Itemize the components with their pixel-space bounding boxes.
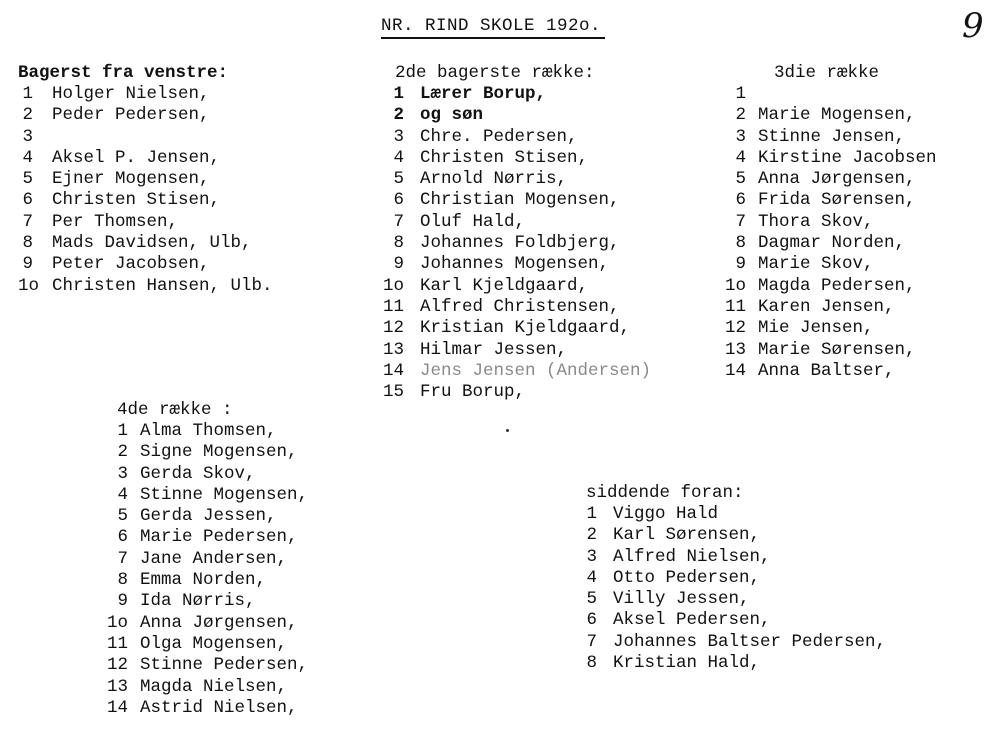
- entry-number: 11: [724, 296, 746, 317]
- entry-name: Alma Thomsen,: [140, 421, 277, 441]
- row-list-back: [18, 62, 273, 297]
- entry-number: 1: [22, 84, 33, 104]
- entry-number: 8: [117, 570, 128, 591]
- list-item: [378, 318, 631, 339]
- entry-name: Ejner Mogensen,: [52, 169, 210, 190]
- entry-number: 6: [22, 190, 33, 211]
- list-item: [586, 610, 771, 631]
- entry-number: 6: [735, 190, 746, 211]
- list-item: [586, 631, 887, 653]
- entry-number: 14: [382, 360, 404, 381]
- entry-name: Lærer Borup,: [420, 84, 547, 104]
- entry-name: Johannes Mogensen,: [420, 254, 610, 275]
- entry-name: Villy Jessen,: [613, 589, 750, 610]
- entry-number: 3: [586, 546, 597, 567]
- entry-number: 9: [22, 254, 33, 275]
- entry-name: Stinne Mogensen,: [140, 484, 309, 505]
- list-item: [18, 275, 273, 297]
- entry-name: og søn: [420, 105, 484, 126]
- entry-number: 6: [586, 610, 597, 631]
- entry-number: 7: [117, 548, 128, 569]
- list-item: [706, 254, 879, 275]
- entry-number: 5: [735, 169, 746, 190]
- list-item: [102, 655, 309, 676]
- entry-number: 13: [382, 339, 404, 360]
- entry-name: Alfred Christensen,: [420, 296, 620, 317]
- entry-name: Gerda Skov,: [140, 463, 256, 484]
- page-number: 9: [962, 6, 984, 46]
- entry-number: 7: [586, 631, 597, 652]
- entry-list: [18, 84, 273, 297]
- list-item: [706, 360, 895, 382]
- entry-list: [706, 84, 937, 382]
- entry-number: 5: [117, 506, 128, 527]
- entry-name: Johannes Foldbjerg,: [420, 233, 620, 254]
- entry-name: Stinne Jensen,: [758, 126, 906, 147]
- entry-number: 2: [586, 525, 597, 546]
- list-item: [586, 504, 744, 525]
- entry-name: Christen Hansen, Ulb.: [52, 275, 273, 296]
- row-heading: 4de række :: [117, 400, 233, 420]
- entry-name: Emma Norden,: [140, 570, 267, 591]
- entry-number: 12: [382, 318, 404, 339]
- list-item: [102, 612, 298, 634]
- entry-name: Magda Pedersen,: [758, 275, 916, 296]
- entry-number: 8: [393, 233, 404, 254]
- entry-name: Jane Andersen,: [140, 548, 288, 569]
- entry-number: 1: [735, 84, 746, 104]
- entry-number: 11: [382, 296, 404, 317]
- entry-list: [102, 421, 309, 719]
- entry-name: Kirstine Jacobsen: [758, 147, 937, 168]
- entry-number: 8: [22, 233, 33, 254]
- entry-name: Aksel P. Jensen,: [52, 147, 221, 168]
- row-heading: siddende foran:: [586, 483, 744, 503]
- entry-number: 9: [393, 254, 404, 275]
- entry-name: Peder Pedersen,: [52, 105, 210, 126]
- list-item: [18, 84, 228, 105]
- entry-name: Mie Jensen,: [758, 318, 874, 339]
- row-list-second-back: [378, 62, 652, 403]
- entry-name: Olga Mogensen,: [140, 633, 288, 654]
- list-item: [18, 254, 228, 275]
- entry-name: Kristian Hald,: [613, 653, 761, 674]
- entry-name: Kristian Kjeldgaard,: [420, 318, 631, 339]
- list-item: [706, 275, 916, 297]
- entry-name: Stinne Pedersen,: [140, 655, 309, 676]
- entry-name: Christian Mogensen,: [420, 190, 620, 211]
- list-item: [706, 105, 916, 126]
- entry-number: 3: [117, 463, 128, 484]
- list-item: [378, 212, 595, 233]
- entry-number: 13: [724, 339, 746, 360]
- entry-number: 11: [106, 633, 128, 654]
- list-item: [378, 127, 595, 148]
- entry-number: 6: [393, 190, 404, 211]
- list-item: [706, 84, 879, 105]
- entry-number: 2: [22, 105, 33, 126]
- entry-number: 8: [586, 653, 597, 674]
- list-item: [18, 169, 228, 190]
- entry-name: Fru Borup,: [420, 382, 526, 403]
- entry-number: 1: [117, 421, 128, 441]
- entry-name: Arnold Nørris,: [420, 169, 568, 190]
- entry-number: 7: [735, 211, 746, 232]
- list-item: [102, 506, 277, 527]
- row-heading: 3die række: [774, 63, 880, 83]
- entry-number: 4: [393, 147, 404, 168]
- list-item: [102, 633, 288, 655]
- entry-name: Anna Baltser,: [758, 360, 895, 381]
- list-item: [18, 127, 228, 148]
- entry-name: Peter Jacobsen,: [52, 254, 210, 275]
- entry-number: 12: [724, 318, 746, 339]
- list-item: [706, 233, 906, 254]
- entry-number: 7: [393, 211, 404, 232]
- entry-number: 7: [22, 211, 33, 232]
- entry-number: 3: [22, 126, 33, 147]
- list-item: [586, 653, 761, 674]
- stray-dot: [506, 429, 509, 432]
- entry-number: 1: [393, 84, 404, 104]
- list-item: [102, 527, 298, 548]
- list-item: [378, 84, 595, 105]
- list-item: [102, 570, 267, 591]
- entry-number: 4: [586, 567, 597, 588]
- entry-number: 5: [393, 169, 404, 190]
- page-title: NR. RIND SKOLE 192o.: [381, 16, 605, 39]
- entry-name: Karen Jensen,: [758, 296, 895, 317]
- list-item: [706, 296, 895, 318]
- entry-number: 1o: [724, 275, 746, 296]
- list-item: [378, 233, 620, 254]
- list-item: [102, 484, 309, 506]
- entry-name: Jens Jensen (Andersen): [420, 360, 652, 381]
- entry-number: 3: [393, 126, 404, 147]
- entry-number: 2: [393, 105, 404, 126]
- entry-number: 14: [724, 360, 746, 381]
- list-item: [378, 382, 595, 403]
- list-item: [18, 212, 228, 233]
- entry-number: 12: [106, 655, 128, 676]
- list-item: [586, 525, 761, 546]
- entry-name: Dagmar Norden,: [758, 233, 906, 254]
- entry-name: Alfred Nielsen,: [613, 546, 771, 567]
- row-heading: 2de bagerste række:: [395, 63, 595, 83]
- list-item: [586, 567, 761, 589]
- list-item: [378, 296, 620, 318]
- entry-number: 14: [106, 697, 128, 718]
- entry-number: 13: [106, 676, 128, 697]
- list-item: [102, 676, 288, 698]
- list-item: [586, 589, 750, 610]
- list-item: [706, 339, 916, 361]
- entry-number: 9: [117, 591, 128, 612]
- row-heading: Bagerst fra venstre:: [18, 63, 229, 83]
- row-list-fourth: [102, 399, 309, 719]
- entry-number: 8: [735, 233, 746, 254]
- entry-name: Karl Kjeldgaard,: [420, 275, 589, 296]
- entry-name: Astrid Nielsen,: [140, 697, 298, 718]
- entry-name: Marie Skov,: [758, 254, 874, 275]
- entry-number: 4: [735, 147, 746, 168]
- entry-name: Signe Mogensen,: [140, 442, 298, 463]
- list-item: [706, 126, 906, 148]
- entry-number: 5: [22, 169, 33, 190]
- entry-number: 2: [735, 105, 746, 126]
- list-item: [102, 697, 298, 719]
- entry-name: Marie Mogensen,: [758, 105, 916, 126]
- entry-number: 1o: [18, 275, 40, 296]
- entry-name: Thora Skov,: [758, 211, 874, 232]
- entry-name: Otto Pedersen,: [613, 567, 761, 588]
- entry-number: 15: [382, 382, 404, 403]
- list-item: [18, 233, 252, 254]
- entry-number: 3: [735, 126, 746, 147]
- entry-number: 1: [586, 504, 597, 524]
- list-item: [586, 546, 771, 568]
- entry-number: 4: [117, 484, 128, 505]
- entry-name: Holger Nielsen,: [52, 84, 210, 104]
- entry-number: 1o: [106, 612, 128, 633]
- list-item: [102, 442, 298, 463]
- list-item: [102, 421, 277, 442]
- entry-name: Per Thomsen,: [52, 211, 179, 232]
- list-item: [378, 190, 620, 211]
- entry-number: 6: [117, 527, 128, 548]
- list-item: [706, 169, 916, 190]
- list-item: [102, 463, 256, 485]
- entry-name: Magda Nielsen,: [140, 676, 288, 697]
- list-item: [706, 212, 879, 233]
- entry-name: Anna Jørgensen,: [758, 169, 916, 190]
- entry-name: Karl Sørensen,: [613, 525, 761, 546]
- entry-name: Anna Jørgensen,: [140, 612, 298, 633]
- list-item: [378, 360, 652, 382]
- entry-name: Hilmar Jessen,: [420, 339, 568, 360]
- entry-number: 2: [117, 442, 128, 463]
- entry-name: Johannes Baltser Pedersen,: [613, 631, 887, 652]
- list-item: [378, 276, 595, 297]
- list-item: [706, 190, 916, 211]
- list-item: [378, 340, 595, 361]
- entry-name: Gerda Jessen,: [140, 506, 277, 527]
- entry-name: Mads Davidsen, Ulb,: [52, 233, 252, 254]
- entry-number: 5: [586, 589, 597, 610]
- list-item: [18, 148, 228, 169]
- list-item: [706, 147, 937, 169]
- list-item: [378, 105, 595, 126]
- entry-name: Frida Sørensen,: [758, 190, 916, 211]
- row-list-third: [706, 62, 937, 382]
- list-item: [18, 190, 228, 211]
- entry-name: Marie Sørensen,: [758, 339, 916, 360]
- entry-list: [586, 504, 887, 674]
- entry-name: Chre. Pedersen,: [420, 126, 578, 147]
- list-item: [706, 318, 879, 339]
- entry-number: 1o: [382, 275, 404, 296]
- list-item: [378, 148, 595, 169]
- entry-number: 4: [22, 147, 33, 168]
- entry-name: Christen Stisen,: [52, 190, 221, 211]
- list-item: [18, 105, 228, 126]
- entry-name: Ida Nørris,: [140, 591, 256, 612]
- entry-list: [378, 84, 652, 403]
- list-item: [102, 591, 256, 612]
- entry-number: 9: [735, 254, 746, 275]
- list-item: [378, 254, 610, 275]
- entry-name: Marie Pedersen,: [140, 527, 298, 548]
- entry-name: Oluf Hald,: [420, 211, 526, 232]
- entry-name: Viggo Hald: [613, 504, 719, 524]
- list-item: [102, 548, 288, 570]
- row-list-seated-front: [586, 482, 887, 674]
- entry-name: Aksel Pedersen,: [613, 610, 771, 631]
- list-item: [378, 169, 595, 190]
- entry-name: Christen Stisen,: [420, 147, 589, 168]
